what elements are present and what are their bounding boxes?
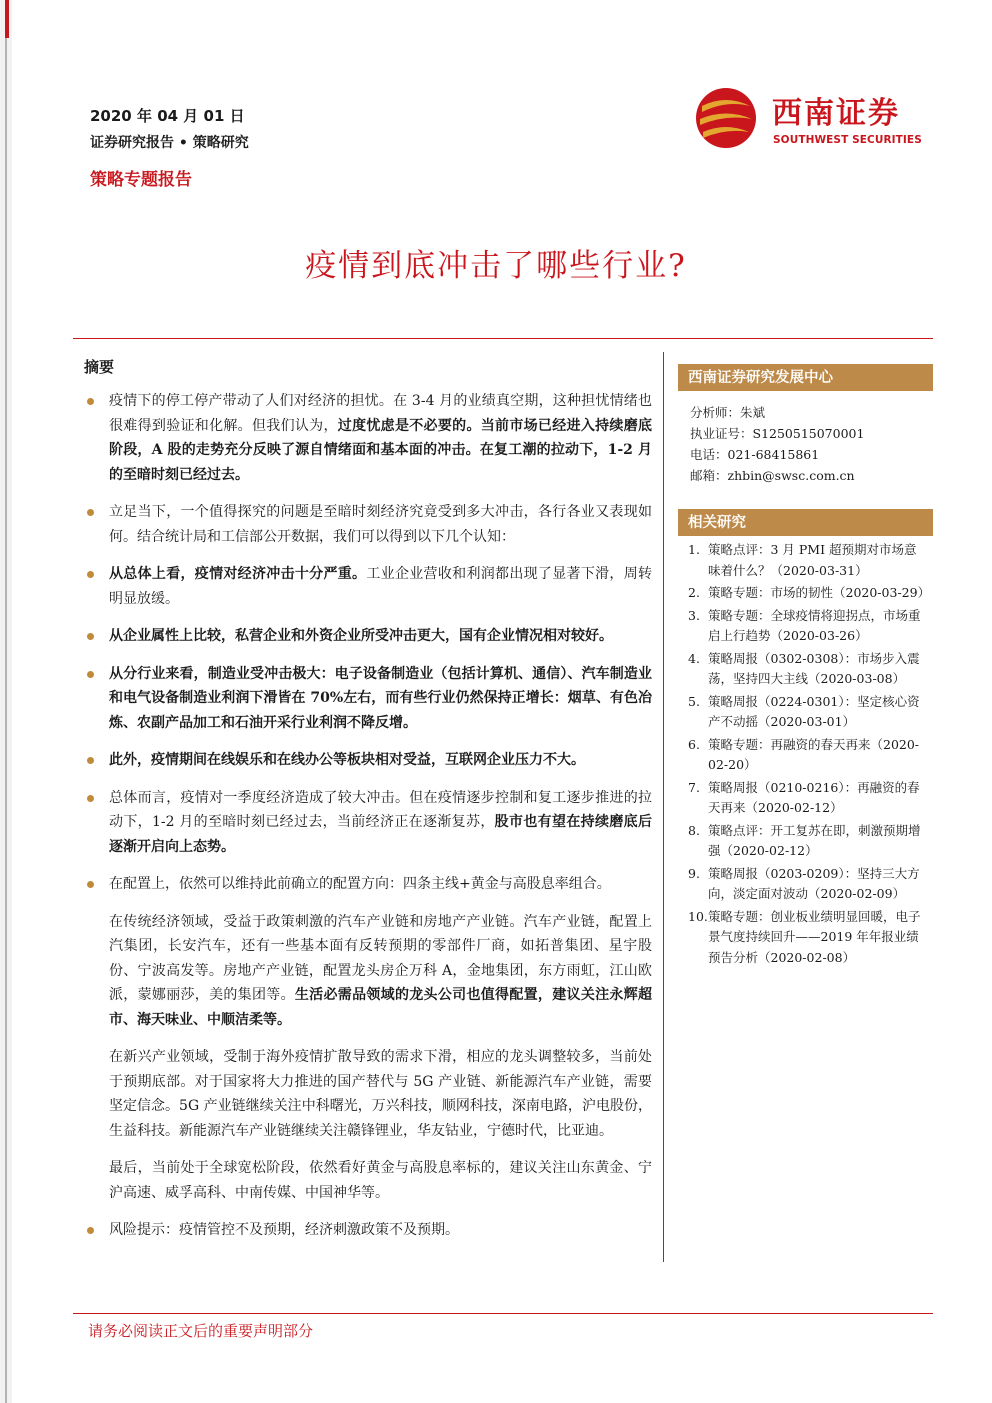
- summary-indented-paragraph: [84, 1156, 652, 1205]
- summary-bullet-paragraph: [84, 562, 652, 611]
- related-item-text: 策略点评：3 月 PMI 超预期对市场意味着什么？（2020-03-31）: [708, 542, 917, 578]
- related-research-list: [688, 540, 931, 970]
- related-research-item[interactable]: [688, 692, 928, 733]
- footer-divider: [73, 1313, 933, 1314]
- logo-emblem-icon: [694, 86, 758, 150]
- text-run: 工业企业营收和利润都出现了显著下滑，周转明显放缓。: [109, 566, 653, 607]
- contact-line: 分析师：朱斌: [690, 405, 766, 420]
- text-run: 最后，当前处于全球宽松阶段，依然看好黄金与高股息率标的，建议关注山东黄金、宁沪高速、威孚高科、中南传媒、中国神华等。: [109, 1160, 652, 1201]
- text-run: 在新兴产业领域，受制于海外疫情扩散导致的需求下滑，相应的龙头调整较多，当前处于预期底部。对于国家将大力推进的国产替代与 5G 产业链、新能源汽车产业链，需要坚定信念。5G 产业链继续关注中科曙光，万兴科技，顺网科技，深南电路，沪电股份，生益科技。新能源汽车产业链继续关注赣锋锂业，华友钴业，宁德时代，比亚迪。: [109, 1049, 652, 1139]
- related-research-item[interactable]: [688, 540, 928, 581]
- related-item-number: 1.: [688, 542, 700, 557]
- related-item-text: 策略周报（0210-0216）：再融资的春天再来（2020-02-12）: [708, 779, 920, 815]
- summary-bullet-paragraph: [84, 662, 652, 736]
- footer-notice: 请务必阅读正文后的重要声明部分: [88, 1322, 314, 1340]
- related-item-text: 策略周报（0224-0301）：坚定核心资产不动摇（2020-03-01）: [708, 693, 920, 729]
- research-center-heading: 西南证券研究发展中心: [678, 364, 933, 391]
- sidebar-research-center-header: [678, 364, 933, 391]
- related-research-heading: 相关研究: [678, 509, 933, 536]
- text-run: 风险提示：疫情管控不及预期，经济刺激政策不及预期。: [109, 1222, 459, 1238]
- related-item-number: 4.: [688, 650, 700, 666]
- related-item-number: 5.: [688, 693, 700, 709]
- contact-line: 邮箱：zhbin@swsc.com.cn: [690, 468, 855, 483]
- bold-text-run: 从企业属性上比较，私营企业和外资企业所受冲击更大，国有企业情况相对较好。: [109, 628, 613, 644]
- summary-indented-paragraph: [84, 910, 652, 1033]
- related-item-number: 7.: [688, 779, 700, 795]
- related-research-item[interactable]: [688, 606, 928, 647]
- text-run: 立足当下，一个值得探究的问题是至暗时刻经济究竟受到多大冲击，各行各业又表现如何。结合统计局和工信部公开数据，我们可以得到以下几个认知：: [109, 504, 652, 545]
- related-research-item[interactable]: [688, 907, 928, 969]
- summary-bullet-paragraph: [84, 1218, 652, 1243]
- related-item-number: 10.: [688, 908, 708, 924]
- report-type: 策略专题报告: [90, 170, 192, 190]
- summary-section: [84, 356, 652, 1256]
- related-research-item[interactable]: [688, 649, 928, 690]
- related-item-text: 策略专题：市场的韧性（2020-03-29）: [708, 585, 931, 600]
- left-bar-red-segment: [5, 0, 9, 38]
- summary-bullet-paragraph: [84, 872, 652, 897]
- summary-body: [84, 389, 652, 1243]
- summary-bullet-paragraph: [84, 786, 652, 860]
- company-logo: [694, 86, 934, 152]
- text-run: 总体而言，疫情对一季度经济造成了较大冲击。但在疫情逐步控制和复工逐步推进的拉动下，1-2 月的至暗时刻已经过去，当前经济正在逐渐复苏，: [109, 789, 652, 830]
- related-item-text: 策略周报（0203-0209）：坚持三大方向，淡定面对波动（2020-02-09）: [708, 865, 920, 901]
- related-item-text: 策略点评：开工复苏在即，刺激预期增强（2020-02-12）: [708, 822, 921, 858]
- summary-indented-paragraph: [84, 1045, 652, 1143]
- related-item-number: 3.: [688, 607, 700, 623]
- logo-name-en: SOUTHWEST SECURITIES: [773, 134, 922, 146]
- sidebar-related-header: [678, 509, 933, 536]
- related-research-item[interactable]: [688, 583, 931, 604]
- title-divider: [73, 338, 933, 339]
- report-category: 证券研究报告 • 策略研究: [90, 135, 249, 151]
- related-item-number: 6.: [688, 736, 700, 752]
- column-divider: [663, 352, 664, 1262]
- related-item-text: 策略专题：全球疫情将迎拐点，市场重启上行趋势（2020-03-26）: [708, 607, 921, 643]
- bold-text-run: 生活必需品领域的龙头公司也值得配置，建议关注永辉超市、海天味业、中顺洁柔等。: [109, 987, 653, 1028]
- left-margin-bar: [0, 0, 12, 1403]
- related-item-number: 2.: [688, 585, 700, 600]
- logo-name-cn: 西南证券: [772, 96, 900, 131]
- related-item-text: 策略专题：创业板业绩明显回暖，电子景气度持续回升——2019 年年报业绩预告分析（2020-02-08）: [708, 908, 921, 965]
- bold-text-run: 从总体上看，疫情对经济冲击十分严重。: [109, 566, 367, 582]
- summary-heading: 摘要: [84, 358, 115, 376]
- summary-bullet-paragraph: [84, 624, 652, 649]
- related-research-item[interactable]: [688, 864, 928, 905]
- bold-text-run: 从分行业来看，制造业受冲击极大：电子设备制造业（包括计算机、通信）、汽车制造业和电气设备制造业利润下滑皆在 70%左右，而有些行业仍然保持正增长：烟草、有色冶炼、农副产品加工和石油开采行业利润不降反增。: [109, 665, 652, 731]
- summary-bullet-paragraph: [84, 389, 652, 487]
- summary-bullet-paragraph: [84, 748, 652, 773]
- related-item-number: 8.: [688, 822, 700, 838]
- report-title: 疫情到底冲击了哪些行业?: [305, 248, 687, 284]
- related-item-text: 策略专题：再融资的春天再来（2020-02-20）: [708, 736, 920, 772]
- related-research-item[interactable]: [688, 778, 928, 819]
- related-research-item[interactable]: [688, 735, 928, 776]
- bold-text-run: 此外，疫情期间在线娱乐和在线办公等板块相对受益，互联网企业压力不大。: [109, 752, 585, 768]
- report-date: 2020 年 04 月 01 日: [90, 107, 245, 125]
- related-item-text: 策略周报（0302-0308）：市场步入震荡，坚持四大主线（2020-03-08）: [708, 650, 920, 686]
- contact-line: 执业证号：S1250515070001: [690, 426, 865, 441]
- bold-text-run: 过度忧虑是不必要的。当前市场已经进入持续磨底阶段，A 股的走势充分反映了源自情绪面和基本面的冲击。在复工潮的拉动下，1-2 月的至暗时刻已经过去。: [109, 417, 653, 483]
- contact-line: 电话：021-68415861: [690, 447, 820, 462]
- text-run: 在传统经济领域，受益于政策刺激的汽车产业链和房地产产业链。汽车产业链，配置上汽集团，长安汽车，还有一些基本面有反转预期的零部件厂商，如拓普集团、星宇股份、宁波高发等。房地产产业链，配置龙头房企万科 A，金地集团，东方雨虹，江山欧派，蒙娜丽莎，美的集团等。: [109, 913, 652, 1003]
- bold-text-run: 股市也有望在持续磨底后逐渐开启向上态势。: [109, 814, 653, 855]
- analyst-contacts: [690, 402, 930, 486]
- related-research-item[interactable]: [688, 821, 928, 862]
- text-run: 疫情下的停工停产带动了人们对经济的担忧。在 3-4 月的业绩真空期，这种担忧情绪也很难得到验证和化解。但我们认为，: [109, 393, 652, 434]
- text-run: 在配置上，依然可以维持此前确立的配置方向：四条主线+黄金与高股息率组合。: [109, 876, 611, 892]
- related-item-number: 9.: [688, 865, 700, 881]
- summary-bullet-paragraph: [84, 500, 652, 549]
